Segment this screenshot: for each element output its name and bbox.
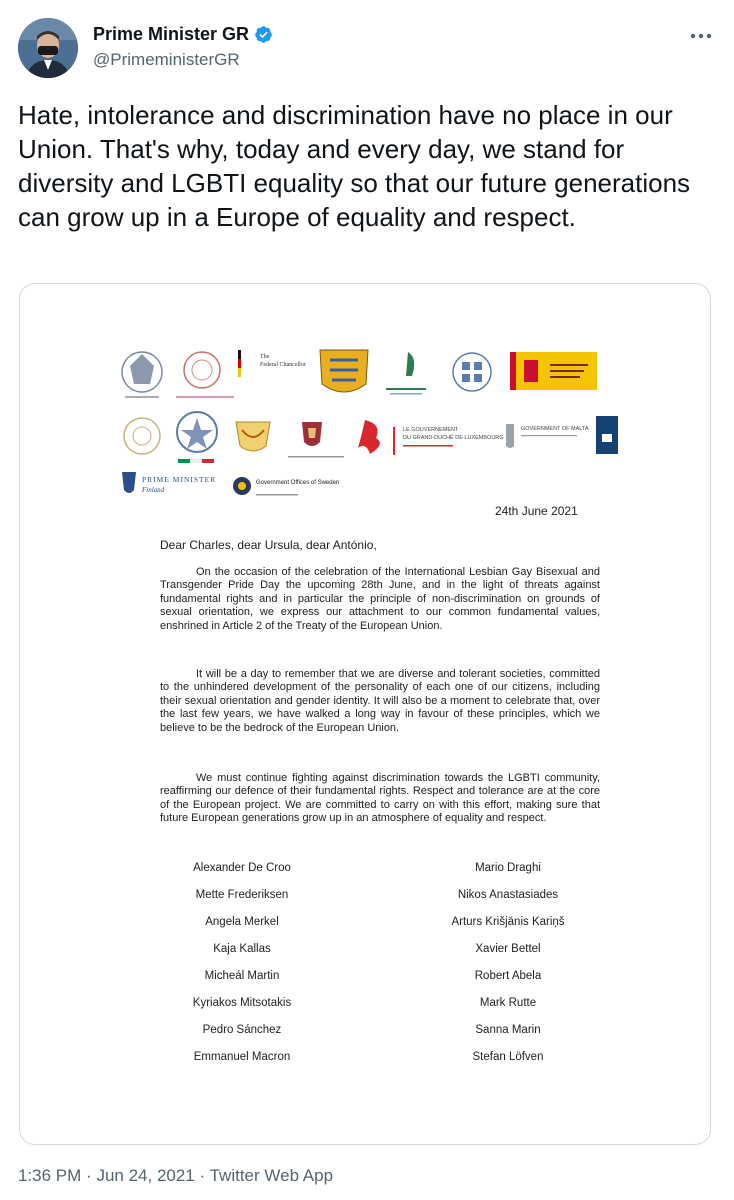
svg-text:Finland: Finland <box>142 486 165 494</box>
tweet-text: Hate, intolerance and discrimination have no place in our Union. That's why, today and every day, we stand for diversity and LGBTI equality so that our future generations can grow up in a Europe of equality and respect. <box>18 100 691 232</box>
author-name-text: Prime Minister GR <box>93 24 250 44</box>
letter-paragraph-2: It will be a day to remember that we are diverse and tolerant societies, committed to the unhindered development of the personality of each one of our citizens, including their sexual orientation and gender identity. It will also be a moment to celebrate that, over the last few years, we have walked a long way in favour of these principles, which we believe to be the bedrock of the European Union. <box>160 668 600 734</box>
signatory: Alexander De Croo <box>193 862 291 874</box>
italy-emblem-logo <box>177 412 217 463</box>
separator: · <box>199 1166 206 1185</box>
finland-prime-minister-logo <box>122 472 216 494</box>
malta-logo-text: GOVERNMENT OF MALTA <box>521 426 589 432</box>
letter-paragraph-1: On the occasion of the celebration of the International Lesbian Gay Bisexual and Transgender Pride Day the upcoming 28th June, and in the light of threats against fundamental rights and in particular the principle of non-discrimination on grounds of sexual orientation, we express our attachment to our common fundamental values, enshrined in Article 2 of the Treaty of the European Union. <box>160 566 600 632</box>
author-name[interactable] <box>93 24 273 45</box>
svg-text:Federal Chancellor: Federal Chancellor <box>260 362 306 368</box>
letter-document <box>20 284 710 1144</box>
letter-paragraph-3: We must continue fighting against discrimination towards the LGBTI community, reaffirming our defence of their fundamental rights. Respect and tolerance are at the core of the European project. We are committed to carry on with this effort, making sure that future European generations grow up in an atmosphere of equality and respect. <box>160 772 600 825</box>
avatar-photo <box>18 18 78 78</box>
author-handle[interactable]: @PrimeministerGR <box>93 50 240 69</box>
letter-date: 24th June 2021 <box>495 504 578 518</box>
spain-government-logo <box>510 352 597 390</box>
signatory: Kaja Kallas <box>213 943 271 955</box>
sweden-government-logo <box>233 477 339 496</box>
signatory: Emmanuel Macron <box>193 1051 291 1063</box>
tweet-timestamp <box>18 1166 333 1186</box>
verified-badge-icon <box>254 25 273 44</box>
cyprus-emblem-logo <box>236 422 270 451</box>
ireland-harp-logo <box>386 352 426 395</box>
letter-salutation: Dear Charles, dear Ursula, dear António, <box>160 538 377 552</box>
more-horizontal-icon[interactable] <box>690 22 712 45</box>
belgium-coat-of-arms-logo <box>122 352 162 398</box>
greece-coat-of-arms-logo <box>453 353 491 391</box>
signatory: Nikos Anastasiades <box>457 889 559 901</box>
signatory: Xavier Bettel <box>475 943 541 955</box>
signatory: Robert Abela <box>474 970 542 982</box>
signatory: Mette Frederiksen <box>195 889 289 901</box>
latvia-coat-of-arms-logo <box>288 422 344 458</box>
tweet-source[interactable]: Twitter Web App <box>209 1166 334 1185</box>
signatory: Arturs Krišjānis Kariņš <box>451 916 565 928</box>
germany-chancellor-logo <box>238 350 306 377</box>
tweet-time[interactable]: 1:36 PM <box>18 1166 82 1185</box>
denmark-logo <box>176 352 234 398</box>
estonia-coat-of-arms-logo <box>320 350 368 392</box>
signatory: Mark Rutte <box>479 997 537 1009</box>
signatory: Sanna Marin <box>475 1024 541 1036</box>
signatory: Stefan Löfven <box>472 1051 544 1063</box>
signatory: Mario Draghi <box>475 862 541 874</box>
signatory: Micheál Martin <box>204 970 280 982</box>
sweden-logo-text: Government Offices of Sweden <box>256 480 340 486</box>
signatory: Angela Merkel <box>205 916 279 928</box>
government-logos <box>20 284 710 524</box>
tweet-media-image[interactable] <box>19 283 711 1145</box>
malta-government-logo <box>506 424 589 448</box>
netherlands-government-logo <box>596 416 618 454</box>
signatory: Kyriakos Mitsotakis <box>192 997 292 1009</box>
luxembourg-government-logo <box>358 420 504 455</box>
separator: · <box>86 1166 92 1185</box>
more-dots <box>690 33 712 39</box>
tweet-date[interactable]: Jun 24, 2021 <box>96 1166 195 1185</box>
avatar[interactable] <box>18 18 78 78</box>
luxembourg-logo-text: LE GOUVERNEMENT <box>403 427 459 433</box>
france-logo <box>124 418 160 454</box>
germany-logo-text: The <box>260 354 270 360</box>
signatory: Pedro Sánchez <box>202 1024 282 1036</box>
svg-text:DU GRAND-DUCHÉ DE LUXEMBOURG: DU GRAND-DUCHÉ DE LUXEMBOURG <box>403 435 504 441</box>
finland-logo-text: PRIME MINISTER <box>142 475 217 484</box>
